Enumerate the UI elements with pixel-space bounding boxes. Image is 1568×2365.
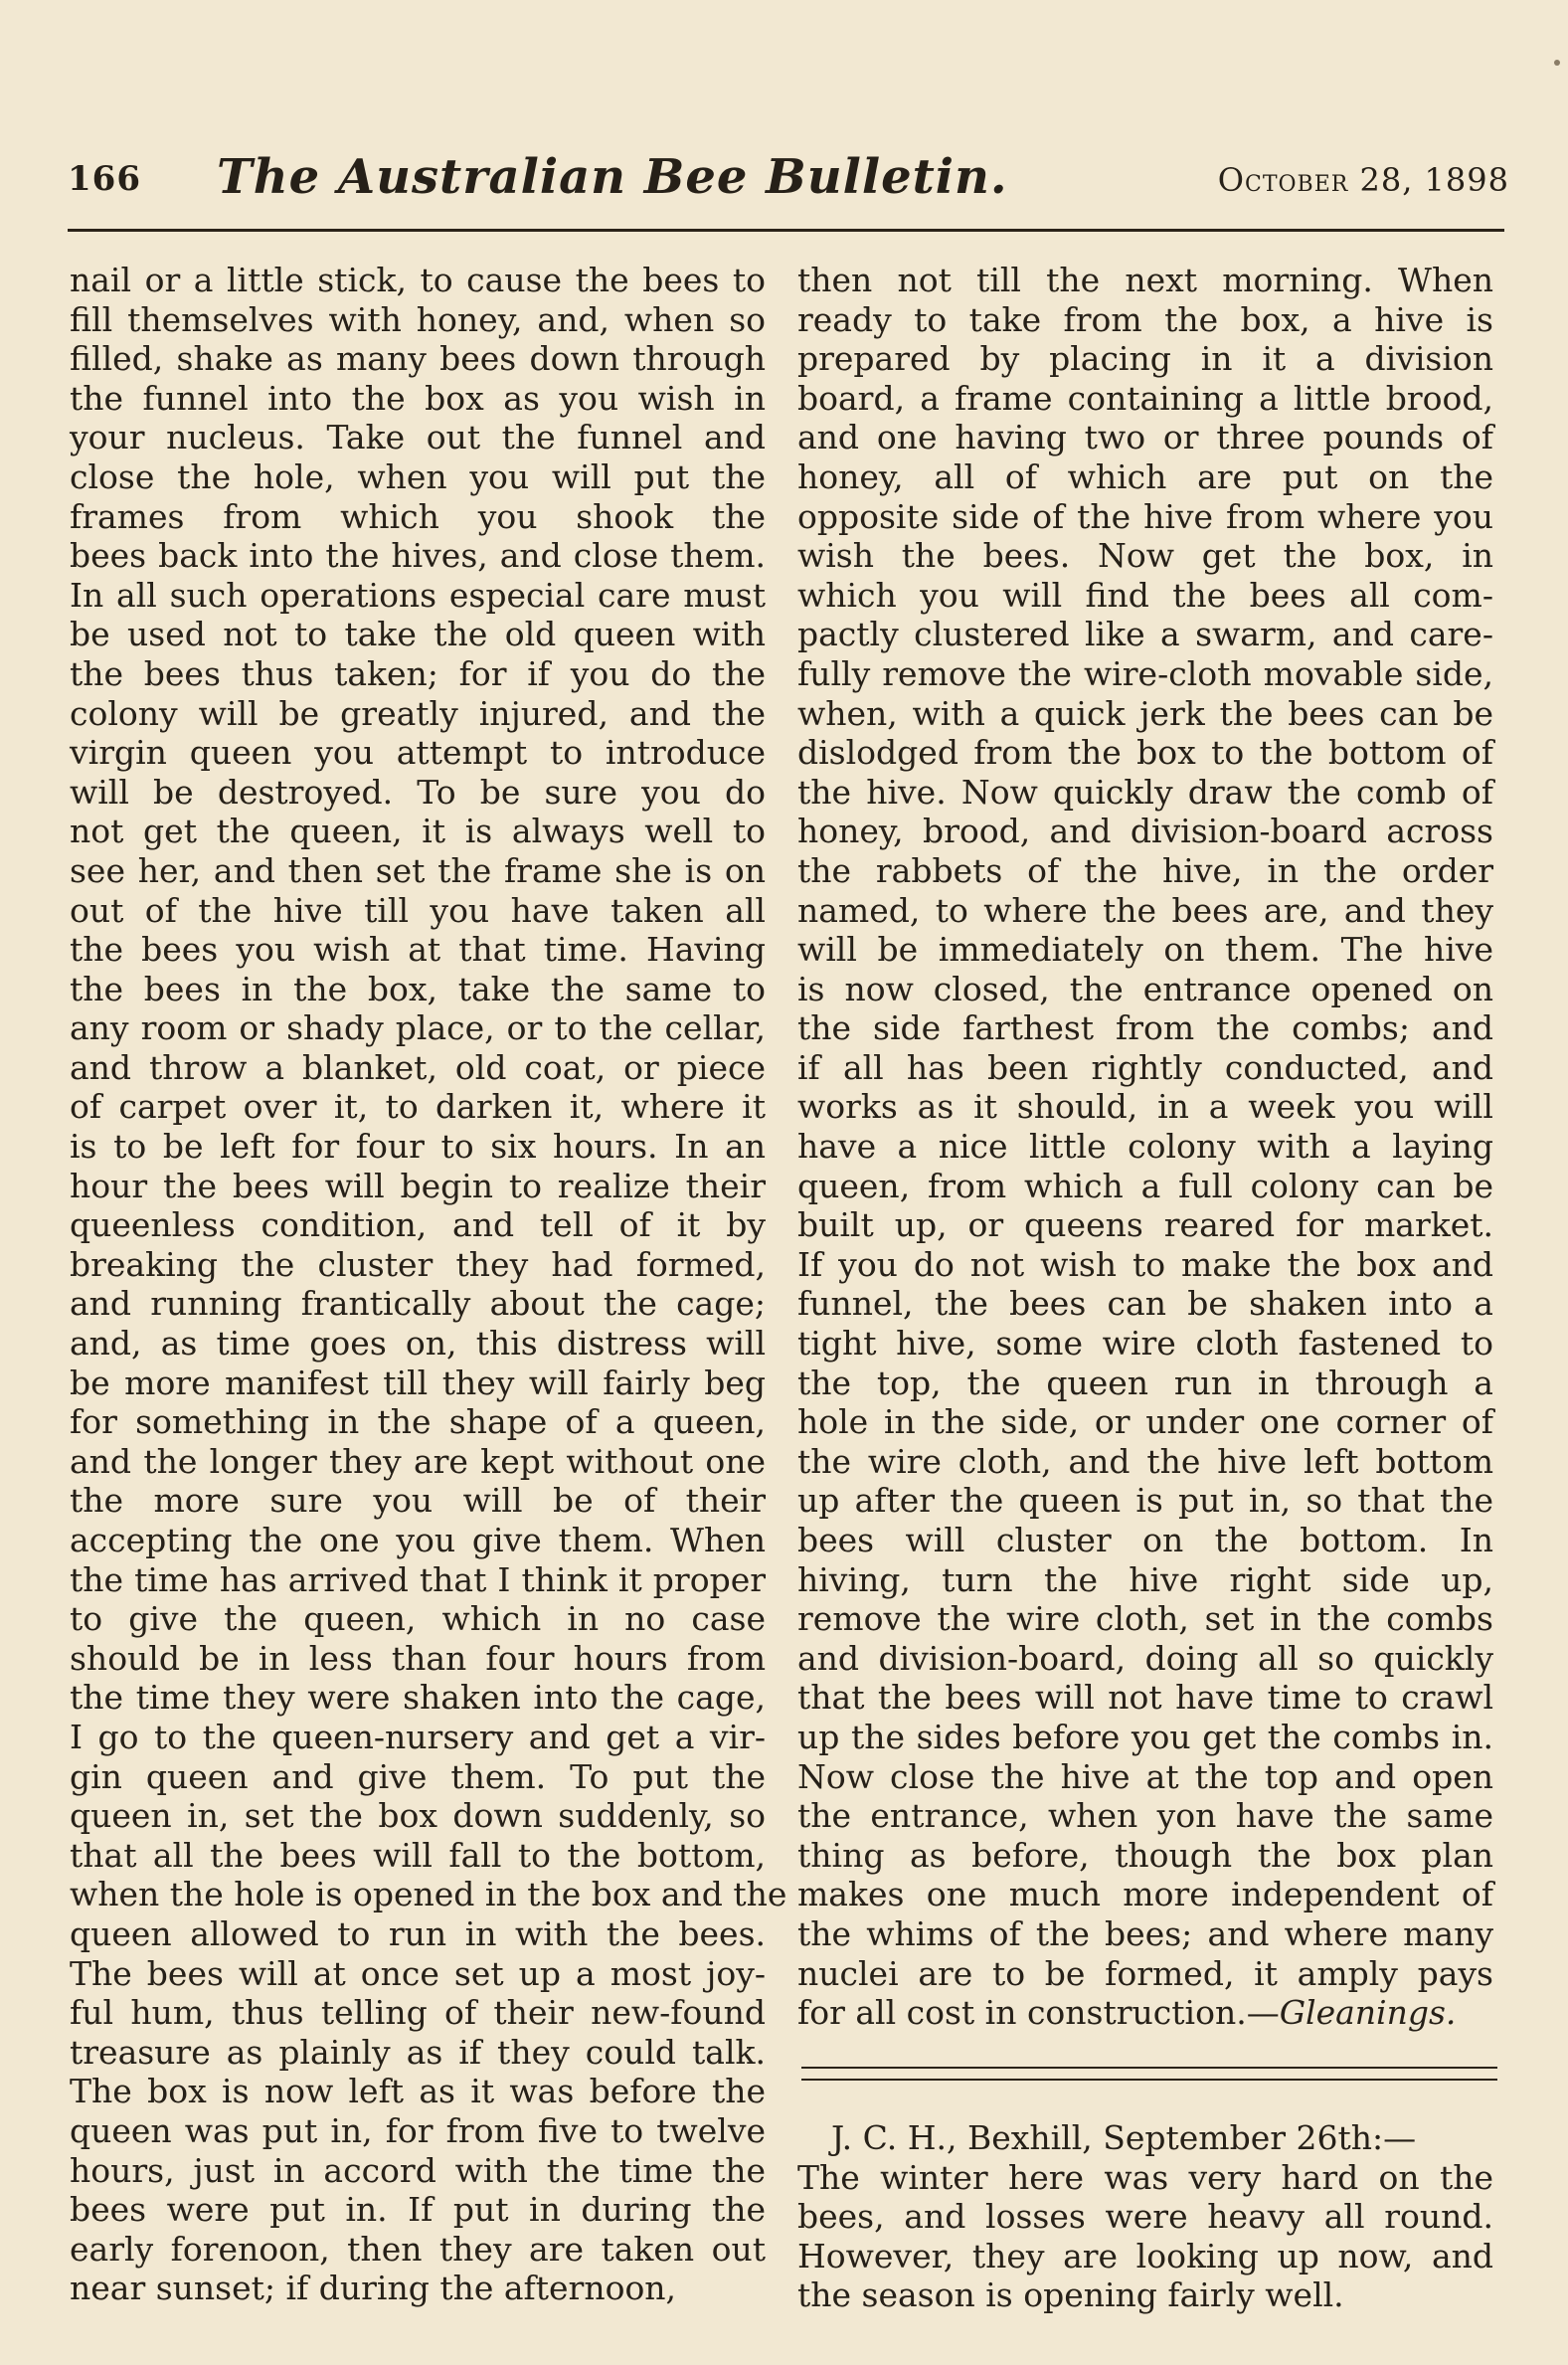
text-line: prepared by placing in it a division: [797, 339, 1493, 379]
letter-salutation: J. C. H., Bexhill, September 26th:—: [831, 2118, 1417, 2157]
text-line: The bees will at once set up a most joy-: [70, 1953, 766, 1993]
text-line: If you do not wish to make the box and: [797, 1244, 1493, 1284]
text-line: and running frantically about the cage;: [70, 1284, 766, 1324]
text-line: bees will cluster on the bottom. In: [797, 1521, 1493, 1559]
text-line: early forenoon, then they are taken out: [70, 2229, 766, 2269]
text-line: and, as time goes on, this distress will: [70, 1324, 766, 1364]
text-line: pactly clustered like a swarm, and care-: [797, 615, 1493, 654]
section-divider: [801, 2067, 1497, 2085]
text-line: queen allowed to run in with the bees.: [70, 1913, 766, 1953]
text-line: honey, all of which are put on the: [797, 456, 1493, 496]
text-line: then not till the next morning. When: [797, 261, 1493, 299]
issue-date: October 28, 1898: [1217, 161, 1509, 199]
text-line: the side farthest from the combs; and: [797, 1008, 1493, 1048]
text-line: wish the bees. Now get the box, in: [797, 536, 1493, 576]
text-line: not get the queen, it is always well to: [70, 812, 766, 851]
text-line: built up, or queens reared for market.: [797, 1205, 1493, 1245]
journal-title: The Australian Bee Bulletin.: [217, 149, 1008, 205]
text-line: the more sure you will be of their: [70, 1481, 766, 1521]
text-line: the bees in the box, take the same to: [70, 969, 766, 1008]
text-line: treasure as plainly as if they could talk.: [70, 2032, 766, 2072]
text-line: named, to where the bees are, and they: [797, 890, 1493, 930]
text-line: close the hole, when you will put the: [70, 456, 766, 496]
text-line: tight hive, some wire cloth fastened to: [797, 1324, 1493, 1364]
text-line: the top, the queen run in through a: [797, 1363, 1493, 1402]
text-line: which you will find the bees all com-: [797, 575, 1493, 615]
text-line: accepting the one you give them. When: [70, 1521, 766, 1559]
text-line: the entrance, when yon have the same: [797, 1796, 1493, 1836]
text-line: for something in the shape of a queen,: [70, 1402, 766, 1442]
letter-line: bees, and losses were heavy all round.: [797, 2197, 1493, 2237]
text-line: ready to take from the box, a hive is: [797, 299, 1493, 339]
text-line: is now closed, the entrance opened on: [797, 969, 1493, 1008]
text-line: the time they were shaken into the cage,: [70, 1678, 766, 1718]
text-line: and the longer they are kept without one: [70, 1441, 766, 1481]
text-line: makes one much more independent of: [797, 1875, 1493, 1914]
text-line: up the sides before you get the combs in.: [797, 1717, 1493, 1756]
text-line: queenless condition, and tell of it by: [70, 1205, 766, 1245]
text-line: and division-board, doing all so quickly: [797, 1638, 1493, 1678]
text-line: thing as before, though the box plan: [797, 1835, 1493, 1875]
text-line: and one having two or three pounds of: [797, 418, 1493, 457]
letter-line: However, they are looking up now, and: [797, 2236, 1493, 2275]
text-line: should be in less than four hours from: [70, 1638, 766, 1678]
text-line: fully remove the wire-cloth movable side,: [797, 653, 1493, 693]
running-header: [68, 149, 1509, 239]
text-line: virgin queen you attempt to introduce: [70, 733, 766, 773]
text-line: breaking the cluster they had formed,: [70, 1244, 766, 1284]
text-line: nuclei are to be formed, it amply pays: [797, 1953, 1493, 1993]
text-line: dislodged from the box to the bottom of: [797, 733, 1493, 773]
divider-line-bottom: [801, 2079, 1497, 2081]
text-line: Now close the hive at the top and open: [797, 1756, 1493, 1796]
text-line: colony will be greatly injured, and the: [70, 693, 766, 733]
text-line: remove the wire cloth, set in the combs: [797, 1599, 1493, 1639]
letter-line: the season is opening fairly well.: [797, 2275, 1344, 2315]
text-line: hour the bees will begin to realize their: [70, 1166, 766, 1205]
left-column: [70, 261, 787, 2308]
page-number: 166: [68, 159, 141, 199]
text-line: out of the hive till you have taken all: [70, 890, 766, 930]
text-line: the bees you wish at that time. Having: [70, 930, 766, 970]
text-line: the hive. Now quickly draw the comb of: [797, 772, 1493, 812]
text-line: bees were put in. If put in during the: [70, 2190, 766, 2230]
text-line: I go to the queen-nursery and get a vir-: [70, 1717, 766, 1756]
text-line: your nucleus. Take out the funnel and: [70, 418, 766, 457]
text-line: queen in, set the box down suddenly, so: [70, 1796, 766, 1836]
text-line: honey, brood, and division-board across: [797, 812, 1493, 851]
divider-line-top: [801, 2067, 1497, 2069]
text-line: the whims of the bees; and where many: [797, 1913, 1493, 1953]
text-line: near sunset; if during the afternoon,: [70, 2269, 677, 2308]
text-line: hours, just in accord with the time the: [70, 2150, 766, 2190]
text-line: the rabbets of the hive, in the order: [797, 850, 1493, 890]
text-line: have a nice little colony with a laying: [797, 1127, 1493, 1167]
text-line: gin queen and give them. To put the: [70, 1756, 766, 1796]
text-line: bees back into the hives, and close them.: [70, 536, 766, 576]
text-line: any room or shady place, or to the cellar,: [70, 1008, 766, 1048]
text-line: the bees thus taken; for if you do the: [70, 653, 766, 693]
text-line: the time has arrived that I think it proper: [70, 1559, 766, 1599]
text-line: be more manifest till they will fairly beg: [70, 1363, 766, 1402]
letter-line: The winter here was very hard on the: [797, 2157, 1493, 2197]
text-line: will be immediately on them. The hive: [797, 930, 1493, 970]
text-line: if all has been rightly conducted, and: [797, 1047, 1493, 1087]
text-line: will be destroyed. To be sure you do: [70, 772, 766, 812]
correspondence-letter: [797, 2118, 1493, 2315]
text-line: and throw a blanket, old coat, or piece: [70, 1047, 766, 1087]
text-line: be used not to take the old queen with: [70, 615, 766, 654]
text-line: opposite side of the hive from where you: [797, 496, 1493, 536]
page-edge-speck: [1554, 60, 1560, 66]
text-line: queen, from which a full colony can be: [797, 1166, 1493, 1205]
text-line: hole in the side, or under one corner of: [797, 1402, 1493, 1442]
text-line: the wire cloth, and the hive left bottom: [797, 1441, 1493, 1481]
text-line: works as it should, in a week you will: [797, 1087, 1493, 1127]
text-line: to give the queen, which in no case: [70, 1599, 766, 1639]
text-line: is to be left for four to six hours. In an: [70, 1127, 766, 1167]
text-line: the funnel into the box as you wish in: [70, 378, 766, 418]
text-line: hiving, turn the hive right side up,: [797, 1559, 1493, 1599]
final-text: for all cost in construction.—: [797, 1993, 1280, 2033]
text-line: when, with a quick jerk the bees can be: [797, 693, 1493, 733]
text-line: nail or a little stick, to cause the bees to: [70, 261, 766, 299]
text-line: ful hum, thus telling of their new-found: [70, 1993, 766, 2033]
text-line: queen was put in, for from five to twelve: [70, 2110, 766, 2150]
text-line-final: [797, 1993, 1493, 2033]
text-line: that the bees will not have time to crawl: [797, 1678, 1493, 1718]
source-attribution: Gleanings.: [1279, 1993, 1457, 2033]
text-line: see her, and then set the frame she is on: [70, 850, 766, 890]
text-line: board, a frame containing a little brood,: [797, 378, 1493, 418]
text-line: filled, shake as many bees down through: [70, 339, 766, 379]
text-line: funnel, the bees can be shaken into a: [797, 1284, 1493, 1324]
text-line: The box is now left as it was before the: [70, 2072, 766, 2111]
text-line: that all the bees will fall to the bottom,: [70, 1835, 766, 1875]
right-column: [797, 261, 1493, 2033]
text-line: of carpet over it, to darken it, where it: [70, 1087, 766, 1127]
text-line: In all such operations especial care must: [70, 575, 766, 615]
text-line: frames from which you shook the: [70, 496, 766, 536]
text-line: fill themselves with honey, and, when so: [70, 299, 766, 339]
text-line: up after the queen is put in, so that the: [797, 1481, 1493, 1521]
header-rule: [68, 229, 1504, 232]
text-line: when the hole is opened in the box and the: [70, 1875, 787, 1914]
